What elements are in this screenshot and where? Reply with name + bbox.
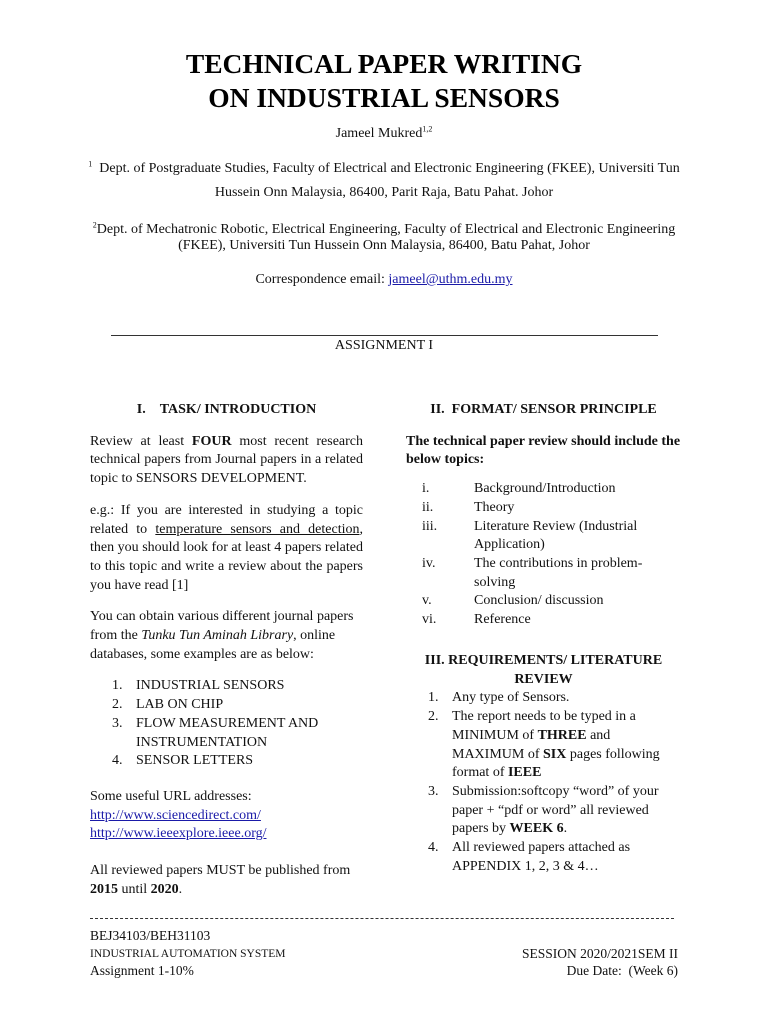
topics-list-item [406,555,681,592]
journal-list-item [90,677,363,696]
list-number: iv. [422,555,436,571]
section-3-heading-line-1: III. REQUIREMENTS/ LITERATURE [424,653,663,668]
list-number: vi. [422,612,437,628]
journal-list-item [90,752,363,771]
list-number: 1. [112,678,123,694]
footer-dashed-rule [90,918,674,919]
horizontal-rule [111,335,658,336]
journal-name: SENSOR LETTERS [136,753,254,769]
section-3 [406,652,681,876]
list-number: 2. [428,709,439,725]
max-pages: SIX [543,746,567,762]
correspondence-label: Correspondence email: [255,272,389,287]
journal-list-item [90,715,363,752]
journal-name: FLOW MEASUREMENT AND INSTRUMENTATION [136,715,319,750]
section-1-paragraph-4 [90,862,363,899]
end-year: 2020 [150,881,179,897]
emphasis-four: FOUR [191,433,232,449]
section-1-heading: I. TASK/ INTRODUCTION [136,402,317,417]
section-1-paragraph-1 [90,433,363,489]
document-title-line-1: TECHNICAL PAPER WRITING [185,48,583,79]
list-number: 4. [428,840,439,856]
section-2 [406,401,681,630]
topics-list-item [406,611,681,630]
list-number: v. [422,593,432,609]
text: e.g.: If you are interested in studying a topic related to [90,502,363,537]
section-1-paragraph-3 [90,608,363,664]
requirement-text: Any type of Sensors. [452,690,570,706]
deadline-week: WEEK 6 [509,821,564,837]
sciencedirect-link[interactable]: http://www.sciencedirect.com/ [90,807,261,823]
text: All reviewed papers MUST be published from [90,863,351,879]
topic-label: Conclusion/ discussion [474,593,604,609]
requirement-item [406,689,681,708]
start-year: 2015 [90,881,118,897]
text: , then you should look for at least 4 papers related to this topic and write a review about the papers you have read [1] [90,521,363,593]
format-ieee: IEEE [507,765,542,781]
correspondence [0,272,768,288]
section-2-heading: II. FORMAT/ SENSOR PRINCIPLE [430,402,657,417]
affiliation-1-text: Dept. of Postgraduate Studies, Faculty of Electrical and Electronic Engineering (FKEE), Universiti Tun [99,161,680,176]
requirements-list [406,689,681,876]
assignment-label: ASSIGNMENT I [334,338,434,353]
footer-session: SESSION 2020/2021SEM II [521,946,678,961]
correspondence-email-link[interactable]: jameel@uthm.edu.my [388,272,513,287]
affiliation-2-line-1 [0,222,768,238]
author-affiliation-marks: 1,2 [422,124,433,134]
author [0,126,768,142]
text: Review at least [90,433,192,449]
topics-list-item [406,592,681,611]
document-title-line-2: ON INDUSTRIAL SENSORS [208,82,560,113]
text: until [118,881,151,897]
topics-list-item [406,518,681,555]
list-number: 3. [112,715,123,731]
requirement-text: pages following format of [452,746,660,781]
topic-label: Reference [474,612,531,628]
journal-name: INDUSTRIAL SENSORS [136,678,285,694]
underlined-topic: temperature sensors and detection [155,521,360,537]
url-sciencedirect [90,807,363,826]
topics-list-item [406,499,681,518]
text: . [178,881,183,897]
text: You can obtain various different journal papers from the [90,609,354,644]
requirement-text: The report needs to be typed in a MINIMUM of [452,709,636,743]
topic-label: Literature Review (Industrial Application) [474,518,638,553]
requirement-item [406,708,681,783]
journal-list [90,677,363,771]
affiliation-2-text: Dept. of Mechatronic Robotic, Electrical Engineering, Faculty of Electrical and Electronic Engineering [96,222,676,237]
topic-label: Background/Introduction [474,481,616,497]
journal-list-item [90,696,363,715]
section-1 [90,401,363,899]
journal-name: LAB ON CHIP [136,697,224,713]
requirement-text: All reviewed papers attached as APPENDIX 1, 2, 3 & 4… [452,840,631,874]
ieeexplore-link[interactable]: http://www.ieeexplore.ieee.org/ [90,826,267,842]
list-number: iii. [422,518,438,534]
list-number: 2. [112,697,123,713]
topic-label: The contributions in problem-solving [474,555,643,590]
topic-label: Theory [474,499,515,515]
affiliation-1-line-1 [0,161,768,177]
list-number: ii. [422,499,434,515]
requirement-text: . [563,821,568,837]
section-2-intro: The technical paper review should include the below topics: [406,433,681,468]
text: , online databases, some examples are as below: [90,628,336,662]
section-1-paragraph-2 [90,502,363,596]
url-ieeexplore [90,825,363,844]
url-label: Some useful URL addresses: [90,788,252,804]
list-number: i. [422,481,430,497]
footer-due-date: Due Date: (Week 6) [566,963,678,978]
affiliation-2-line-2: (FKEE), Universiti Tun Hussein Onn Malaysia, 86400, Batu Pahat, Johor [178,238,590,253]
topics-list-item [406,480,681,499]
text: most recent research technical papers from Journal papers in a related topic to SENSORS DEVELOPMENT. [90,433,363,487]
list-number: 1. [428,690,439,706]
footer-course-name: INDUSTRIAL AUTOMATION SYSTEM [90,948,286,960]
min-pages: THREE [537,727,587,743]
requirement-item [406,783,681,839]
affiliation-1-mark: 1 [88,159,93,169]
section-3-heading-line-2: REVIEW [514,671,573,687]
footer-course-code: BEJ34103/BEH31103 [90,928,211,943]
library-name: Tunku Tun Aminah Library [141,628,294,644]
author-name: Jameel Mukred [335,126,423,141]
affiliation-2-mark: 2 [92,220,97,230]
affiliation-1-line-2: Hussein Onn Malaysia, 86400, Parit Raja, Batu Pahat. Johor [214,185,554,200]
requirement-text: and MAXIMUM of [452,727,611,762]
requirement-text: Submission:softcopy “word” of your paper + “pdf or word” all reviewed papers by [452,783,659,837]
footer-assignment-weight: Assignment 1-10% [90,963,194,978]
topics-list [406,480,681,630]
requirement-item [406,839,681,876]
list-number: 3. [428,783,439,799]
list-number: 4. [112,753,123,769]
